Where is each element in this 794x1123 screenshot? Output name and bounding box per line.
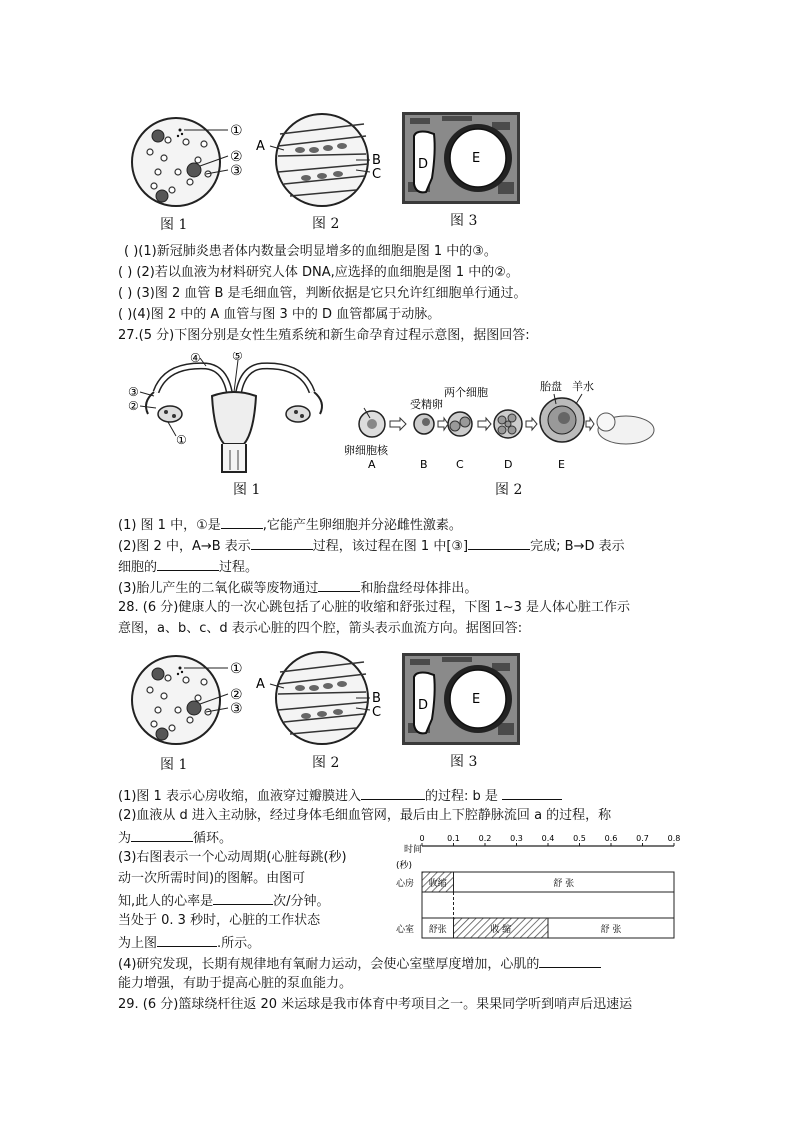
q28-part1-b: 的过程: b 是 (424, 789, 498, 804)
chart-x-tick-label: 0.2 (478, 834, 492, 843)
fig1b-marker-1: ① (230, 661, 243, 677)
q28-part3-c: 为上图 (118, 936, 158, 951)
fig1-marker-2: ② (230, 149, 243, 165)
chart-frame (422, 892, 674, 918)
stage-letter-a: A (368, 458, 376, 471)
q28-part3-line5 (118, 932, 260, 954)
chart-row-label: 心室 (396, 925, 415, 935)
q28-blank-1[interactable] (361, 785, 425, 800)
vessel-section-figure-bottom (402, 653, 520, 745)
q27-part1-b: ,它能产生卵细胞并分泌雌性激素。 (262, 518, 462, 533)
blood-smear-figure-top (128, 112, 256, 212)
q28-part3-d: .所示。 (217, 936, 261, 951)
q27-fig2-caption: 图 2 (495, 482, 523, 498)
q27-part2-a: (2)图 2 中，A→B 表示 (118, 539, 251, 554)
chart-x-header: 时间 (404, 845, 423, 855)
fig2b-label-b: B (372, 691, 381, 706)
blood-smear-figure-bottom (128, 650, 256, 750)
q27-part2-c: 完成; B→D 表示 (530, 539, 625, 554)
q27-part3-b: 和胎盘经母体排出。 (360, 581, 478, 596)
fig1b-marker-3: ③ (230, 701, 243, 717)
chart-segment-label: 舒 张 (553, 879, 575, 889)
q28-part3-a: 知,此人的心率是 (118, 894, 214, 909)
q26-statement-1: ( )(1)新冠肺炎患者体内数量会明显增多的血细胞是图 1 中的③。 (124, 244, 497, 259)
stage-label-zygote: 受精卵 (410, 398, 443, 411)
repro-marker-3: ③ (128, 385, 139, 399)
q28-blank-4[interactable] (213, 890, 273, 905)
fig2-label-c: C (372, 167, 382, 182)
repro-marker-1: ① (176, 433, 187, 447)
chart-x-tick-label: 0.6 (604, 834, 618, 843)
q27-part2-b: 过程，该过程在图 1 中[③] (312, 539, 469, 554)
q28-blank-2[interactable] (502, 785, 562, 800)
q28-part2-b: 为 (118, 831, 132, 846)
q28-blank-6[interactable] (539, 953, 601, 968)
fig3-caption-top: 图 3 (450, 213, 478, 229)
embryo-development-figure (344, 374, 664, 472)
q27-part3 (118, 577, 477, 599)
stage-label-two-cells: 两个细胞 (444, 386, 488, 399)
q27-blank-5[interactable] (318, 577, 360, 592)
chart-x-tick-label: 0.1 (447, 834, 460, 843)
stage-letter-e: E (558, 458, 565, 471)
fig3b-label-d: D (418, 698, 429, 713)
fig2-label-a: A (256, 139, 265, 154)
q28-fig1-caption: 图 1 (160, 757, 188, 773)
vessel-section-figure-top (402, 112, 520, 204)
chart-row-label: 心房 (396, 879, 415, 889)
repro-marker-4: ④ (190, 352, 201, 365)
q29-stem: 29. (6 分)篮球绕杆往返 20 米运球是我市体育中考项目之一。果果同学听到哨声后迅速运 (118, 997, 633, 1012)
q28-part2-c: 循环。 (193, 831, 233, 846)
stage-label-egg-nucleus: 卵细胞核 (344, 444, 388, 457)
stage-label-amniotic-fluid: 羊水 (572, 380, 594, 393)
fig3-label-d: D (418, 157, 429, 172)
q28-part4-cont: 能力增强，有助于提高心脏的泵血能力。 (118, 976, 353, 991)
fig2-label-b: B (372, 153, 381, 168)
fig1b-marker-2: ② (230, 687, 243, 703)
q27-blank-2[interactable] (251, 535, 313, 550)
q28-part3-line4: 当处于 0. 3 秒时，心脏的工作状态 (118, 913, 321, 928)
fig3b-label-e: E (472, 692, 481, 707)
chart-segment-label: 收缩 (428, 879, 447, 889)
blood-vessel-figure-top (256, 110, 386, 212)
q27-fig1-caption: 图 1 (233, 482, 261, 498)
chart-x-tick-label: 0 (419, 834, 425, 843)
repro-marker-2: ② (128, 399, 139, 413)
q27-part2-e: 过程。 (219, 560, 259, 575)
chart-segment-label: 舒张 (428, 925, 447, 935)
q26-statement-4: ( )(4)图 2 中的 A 血管与图 3 中的 D 血管都属于动脉。 (118, 307, 441, 322)
blood-vessel-figure-bottom (256, 648, 386, 750)
fig3-label-e: E (472, 151, 481, 166)
q28-part1-a: (1)图 1 表示心房收缩，血液穿过瓣膜进入 (118, 789, 361, 804)
fig1-caption-top: 图 1 (160, 217, 188, 233)
q28-part2-cont (118, 827, 232, 849)
fig2-caption-top: 图 2 (312, 216, 340, 232)
repro-marker-5: ⑤ (232, 352, 243, 363)
q28-part1 (118, 785, 562, 807)
q28-part3-line3 (118, 890, 330, 912)
q28-blank-5[interactable] (157, 932, 217, 947)
chart-x-unit: (秒) (396, 861, 413, 871)
q27-part1 (118, 514, 462, 536)
chart-x-tick-label: 0.3 (510, 834, 523, 843)
fig2b-label-c: C (372, 705, 382, 720)
q27-part2 (118, 535, 625, 557)
q27-part1-a: (1) 图 1 中，①是 (118, 518, 221, 533)
stage-label-placenta: 胎盘 (540, 380, 562, 393)
q28-part2: (2)血液从 d 进入主动脉，经过身体毛细血管网，最后由上下腔静脉流回 a 的过程，称 (118, 808, 612, 823)
chart-x-tick-label: 0.7 (636, 834, 649, 843)
q28-stem-2: 意图，a、b、c、d 表示心脏的四个腔，箭头表示血流方向。据图回答: (118, 621, 523, 636)
stage-letter-d: D (504, 458, 513, 471)
chart-x-tick-label: 0.5 (573, 834, 586, 843)
stage-letter-c: C (456, 458, 464, 471)
q28-stem-1: 28. (6 分)健康人的一次心跳包括了心脏的收缩和舒张过程，下图 1~3 是人体心脏工作示 (118, 600, 631, 615)
chart-segment-label: 舒 张 (600, 925, 622, 935)
q28-blank-3[interactable] (131, 827, 193, 842)
q28-part3-line1: (3)右图表示一个心动周期(心脏每跳(秒) (118, 850, 347, 865)
q28-part4-a: (4)研究发现，长期有规律地有氧耐力运动，会使心室壁厚度增加，心肌的 (118, 957, 540, 972)
q28-part3-line2: 动一次所需时间)的图解。由图可 (118, 871, 306, 886)
q27-part2-d: 细胞的 (118, 560, 158, 575)
q26-statement-2: ( ) (2)若以血液为材料研究人体 DNA,应选择的血细胞是图 1 中的②。 (118, 265, 519, 280)
q27-blank-1[interactable] (221, 514, 263, 529)
q28-part3-b: 次/分钟。 (273, 894, 330, 909)
stage-letter-b: B (420, 458, 428, 471)
chart-x-tick-label: 0.8 (667, 834, 681, 843)
q27-stem: 27.(5 分)下图分别是女性生殖系统和新生命孕育过程示意图，据图回答: (118, 328, 530, 343)
q28-fig3-caption: 图 3 (450, 754, 478, 770)
fig1-marker-1: ① (230, 123, 243, 139)
chart-x-tick-label: 0.4 (541, 834, 555, 843)
q28-part4 (118, 953, 601, 975)
cardiac-cycle-chart (392, 832, 682, 944)
q27-part2-cont (118, 556, 258, 578)
q28-fig2-caption: 图 2 (312, 755, 340, 771)
q27-part3-a: (3)胎儿产生的二氧化碳等废物通过 (118, 581, 319, 596)
q27-blank-4[interactable] (157, 556, 219, 571)
q26-statement-3: ( ) (3)图 2 血管 B 是毛细血管，判断依据是它只允许红细胞单行通过。 (118, 286, 527, 301)
fig1-marker-3: ③ (230, 163, 243, 179)
q27-blank-3[interactable] (468, 535, 530, 550)
chart-segment-label: 收 缩 (490, 925, 512, 935)
fig2b-label-a: A (256, 677, 265, 692)
female-reproductive-system-figure (126, 352, 342, 476)
